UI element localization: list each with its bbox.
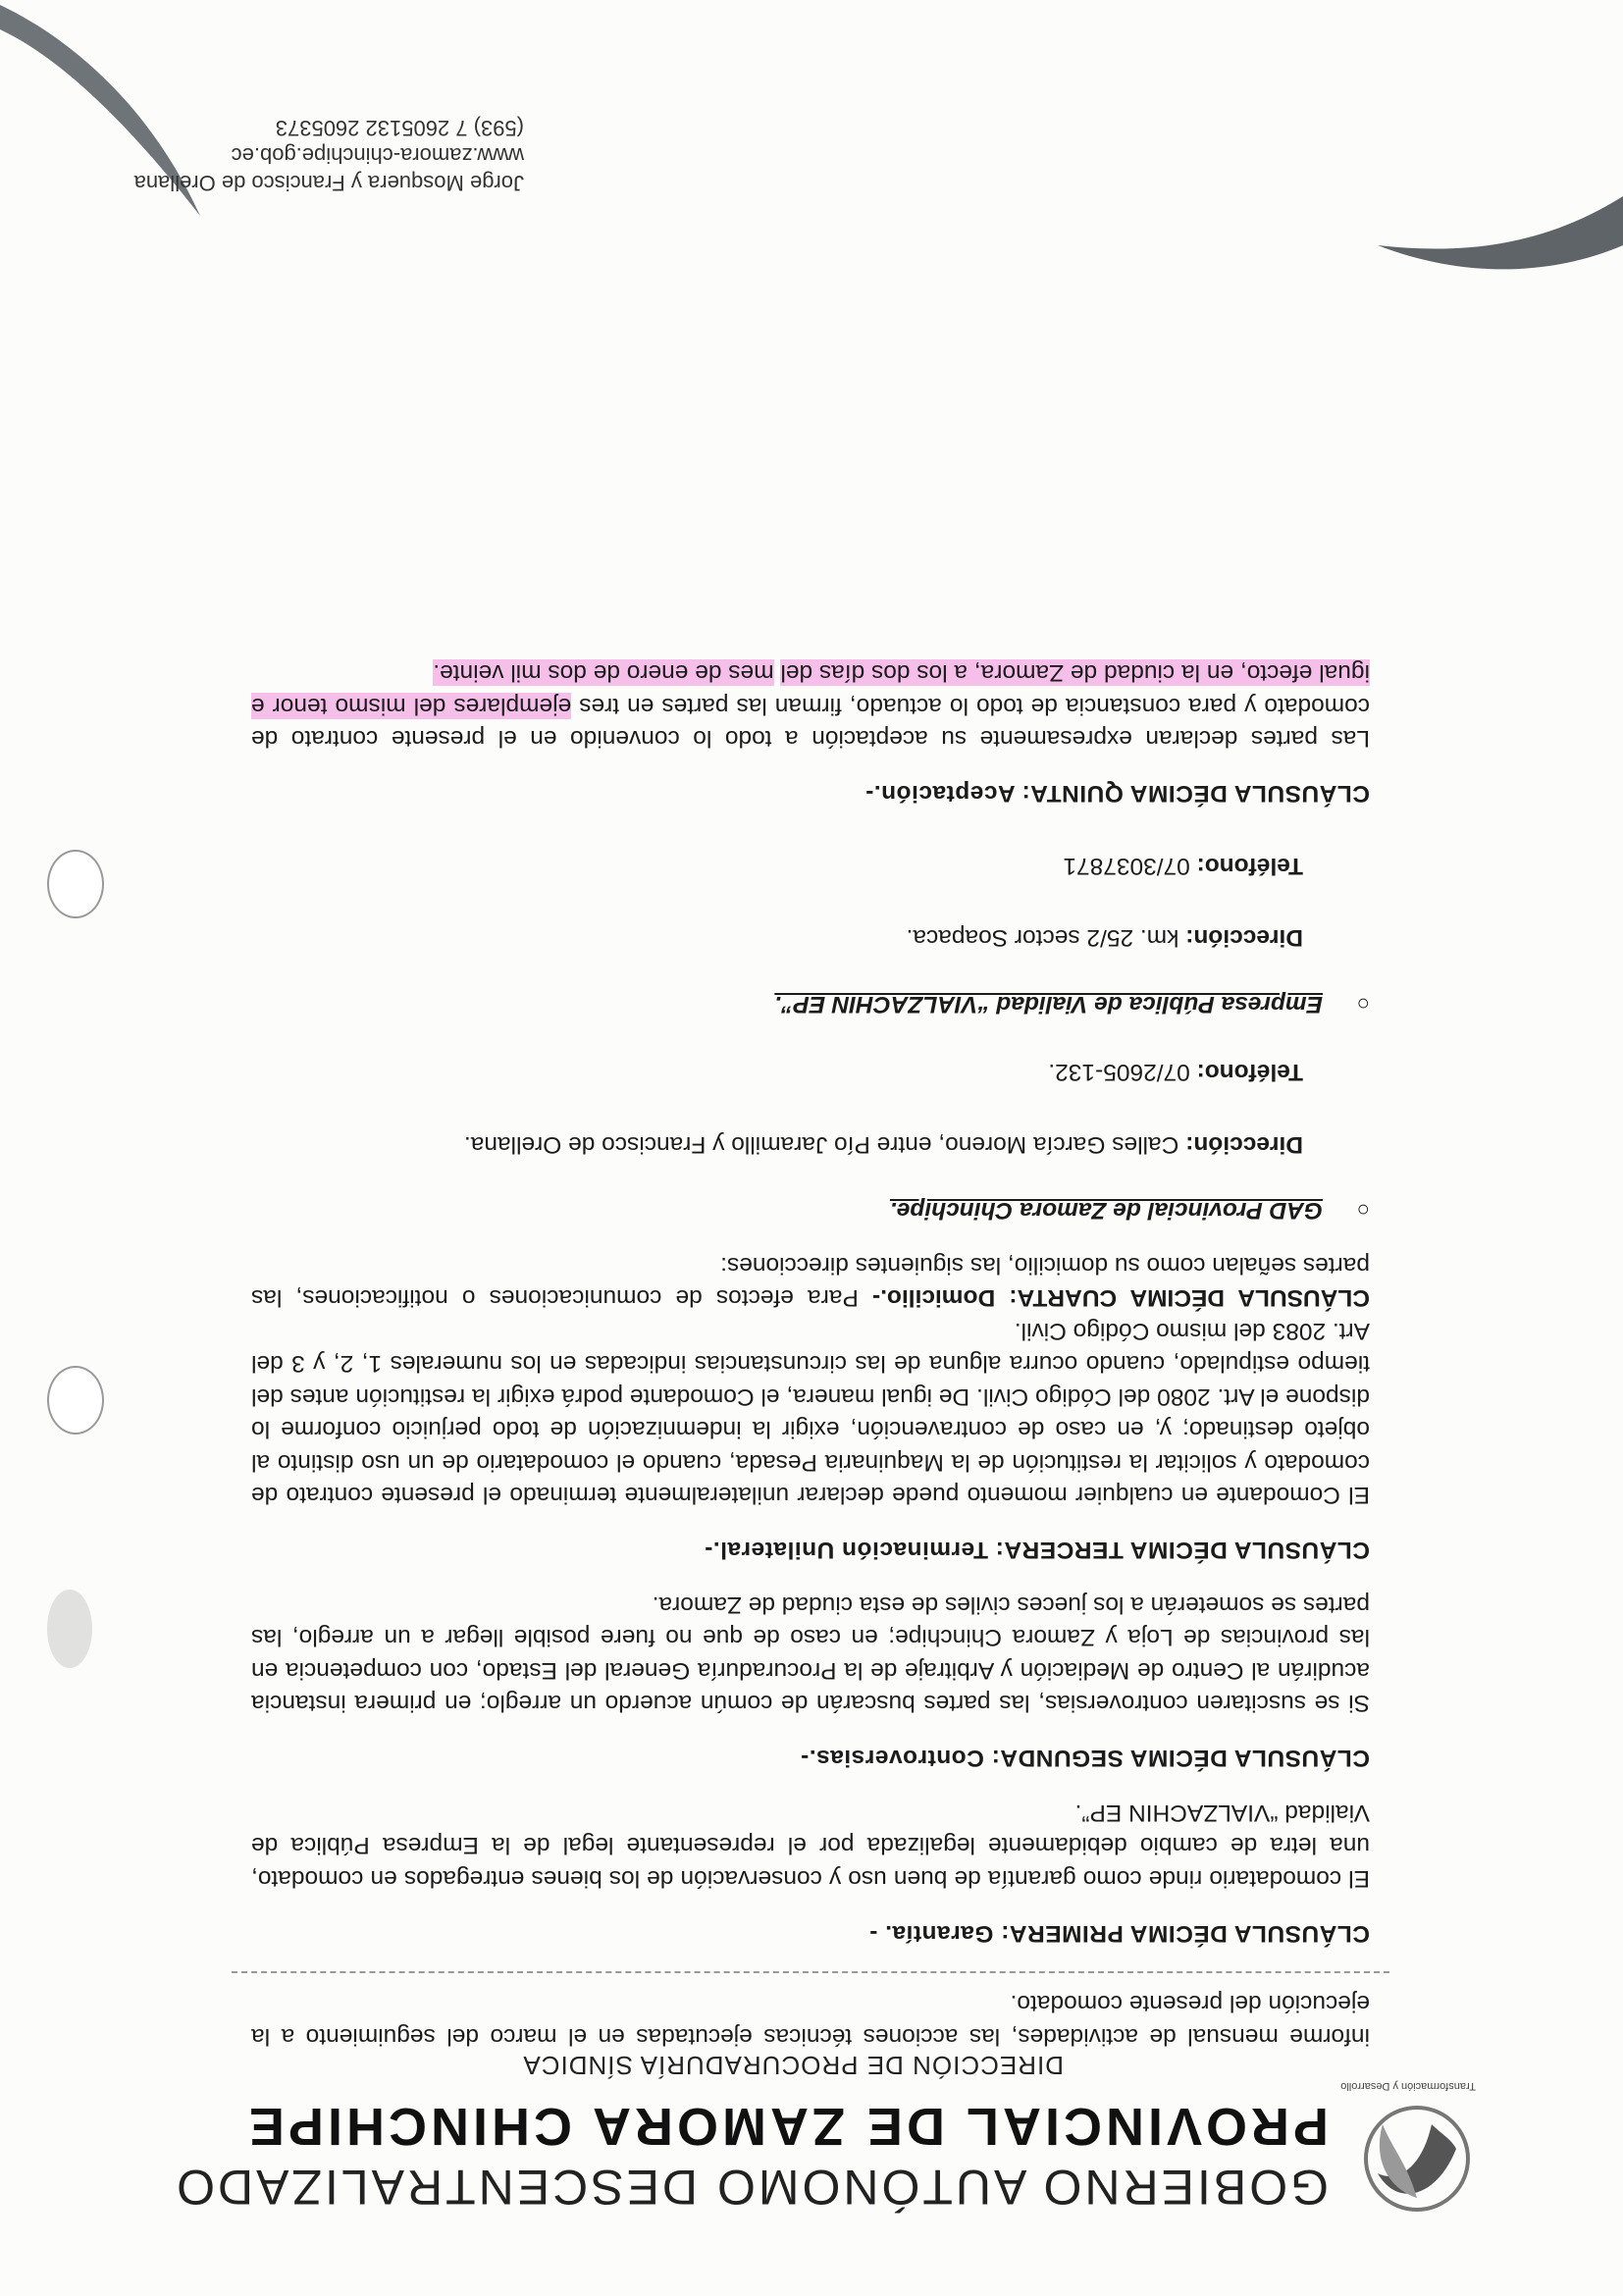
logo-caption: Transformación y Desarrollo [1340,2080,1476,2092]
section-divider [232,1971,1389,1973]
address-vialzachin [251,988,1370,1021]
clause-12-text: Si se suscitaren controversias, las partes buscarán de común acuerdo un arreglo; en primera instancia acudirán al Centro de Mediación y Arbitraje de la Procuraduría General del Estado, con competencia en las provincias de Loja y Zamora Chinchipe; en caso de que no fuere posible llegar a un arreglo, las partes se someterán a los jueces civiles de esta ciudad de Zamora. [251,1592,1370,1717]
footer-website: www.zamora-chinchipe.gob.ec [231,143,524,168]
address-name: GAD Provincial de Zamora Chinchipe. [889,1197,1323,1225]
punch-hole-icon [47,850,104,918]
clause-11-text: El comodatario rinde como garantía de buen uso y conservación de los bienes entregados en comodato, una letra de cambio debidamente legalizada por el representante legal de la Empresa Pública de Vialidad “VIALZACHIN EP”. [251,1800,1370,1892]
highlighted-text: mes de enero de dos mil veinte. [433,659,774,687]
footer-phone: (593) 7 2605132 2605373 [275,116,524,140]
stamp-mark-icon [47,1590,92,1668]
address-direccion: Dirección: Calles García Moreno, entre Pío Jaramillo y Francisco de Orellana. [463,1131,1303,1158]
clause-15-title: CLÁUSULA DÉCIMA QUINTA: Aceptación.- [864,780,1370,808]
clause-13-title: CLÁUSULA DÉCIMA TERCERA: Terminación Unilateral.- [704,1537,1370,1564]
clause-15-text: Las partes declaran expresamente su aceptación a todo lo convenido en el presente contrato de comodato y para constancia de todo lo actuado, firman las partes en tres ejemplares del mismo tenor e igual efecto, en la ciudad de Zamora, a los dos días del mes de enero de dos mil veinte. [251,659,1370,753]
bottom-left-swoosh-decoration [1368,128,1623,285]
clause-11-title: CLÁUSULA DÉCIMA PRIMERA: Garantía. - [868,1920,1370,1947]
bullet-circle-icon: ○ [1356,992,1370,1017]
bullet-circle-icon: ○ [1356,1198,1370,1224]
intro-paragraph: informe mensual de actividades, las acciones técnicas ejecutadas en el marco del seguimiento a la ejecución del presente comodato. [251,1990,1370,2050]
letterhead-footer [92,114,524,196]
punch-hole-icon [47,1366,104,1435]
address-telefono: Teléfono: 07/2605-132. [1048,1059,1303,1086]
address-name: Empresa Pública de Vialidad “VIALZACHIN EP”. [774,991,1323,1018]
contract-body [251,656,1370,2053]
address-gad-provincial [251,1194,1370,1227]
clause-13-text: El Comodante en cualquier momento puede declarar unilateralmente terminado el presente contrato de comodato y solicitar la restitución de la Maquinaria Pesada, cuando el comodatario de un uso distinto al objeto destinado; y, en caso de contravención, exigir la indemnización de todo perjuicio conforme lo dispone el Art. 2080 del Código Civil. De igual manera, el Comodante podrá exigir la restitución antes del tiempo estipulado, cuando ocurra alguna de las circunstancias indicadas en los numerales 1, 2, y 3 del Art. 2083 del mismo Código Civil. [251,1318,1370,1509]
address-direccion: Dirección: km. 25/2 sector Soapaca. [906,924,1303,952]
clause-14-paragraph [251,1249,1370,1315]
gad-zamora-logo-icon [1358,2100,1476,2218]
address-telefono: Teléfono: 07/3037871 [1063,853,1303,879]
highlighted-text: ejemplares del mismo tenor e igual efecto, en la ciudad de Zamora, a los dos días del [251,659,1370,719]
department-name: DIRECCIÓN DE PROCURADURÍA SÍNDICA [522,2051,1064,2080]
clause-12-title: CLÁUSULA DÉCIMA SEGUNDA: Controversias.- [800,1745,1370,1772]
clause-14-text: Para efectos de comunicaciones o notificaciones, las partes señalan como su domicilio, las siguientes direcciones: [251,1252,1370,1312]
clause-14-title: CLÁUSULA DÉCIMA CUARTA: Domicilio.- [871,1284,1370,1312]
organization-name-line2: PROVINCIAL DE ZAMORA CHINCHIPE [244,2097,1329,2156]
organization-name-line1: GOBIERNO AUTÓNOMO DESCENTRALIZADO [174,2160,1329,2215]
footer-address: Jorge Mosquera y Francisco de Orellana [133,171,524,195]
letterhead [141,2051,1476,2227]
